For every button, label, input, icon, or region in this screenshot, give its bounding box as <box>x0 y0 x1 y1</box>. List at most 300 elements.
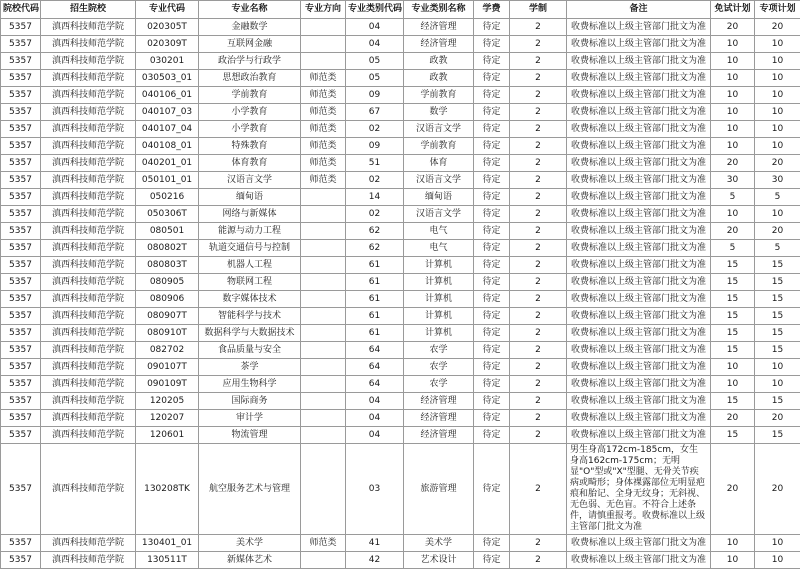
cell-major-name: 轨道交通信号与控制 <box>199 240 301 257</box>
cell-category-name: 计算机 <box>404 257 474 274</box>
cell-major-name: 能源与动力工程 <box>199 223 301 240</box>
cell-exempt-plan: 15 <box>711 308 755 325</box>
cell-major-name: 网络与新媒体 <box>199 206 301 223</box>
cell-school-name: 滇西科技师范学院 <box>41 410 136 427</box>
cell-category-code: 09 <box>346 87 404 104</box>
cell-exempt-plan: 15 <box>711 342 755 359</box>
cell-school-name: 滇西科技师范学院 <box>41 535 136 552</box>
cell-remarks: 收费标准以上级主管部门批文为准 <box>567 189 711 206</box>
cell-exempt-plan: 10 <box>711 87 755 104</box>
cell-major-name: 物联网工程 <box>199 274 301 291</box>
cell-special-plan: 20 <box>755 444 800 535</box>
header-duration: 学制 <box>510 1 567 19</box>
cell-duration: 2 <box>510 342 567 359</box>
cell-tuition: 待定 <box>474 376 510 393</box>
cell-special-plan: 30 <box>755 172 800 189</box>
cell-school-code: 5357 <box>1 359 41 376</box>
cell-school-name: 滇西科技师范学院 <box>41 19 136 36</box>
cell-tuition: 待定 <box>474 121 510 138</box>
cell-major-code: 120207 <box>136 410 199 427</box>
cell-category-name: 汉语言文学 <box>404 206 474 223</box>
cell-major-code: 130511T <box>136 552 199 569</box>
cell-tuition: 待定 <box>474 444 510 535</box>
cell-category-code: 42 <box>346 552 404 569</box>
cell-category-name: 数学 <box>404 104 474 121</box>
cell-tuition: 待定 <box>474 257 510 274</box>
cell-major-direction <box>301 325 346 342</box>
cell-special-plan: 20 <box>755 19 800 36</box>
cell-school-code: 5357 <box>1 393 41 410</box>
cell-major-name: 应用生物科学 <box>199 376 301 393</box>
cell-major-name: 思想政治教育 <box>199 70 301 87</box>
cell-major-name: 数字媒体技术 <box>199 291 301 308</box>
cell-category-name: 汉语言文学 <box>404 121 474 138</box>
cell-school-name: 滇西科技师范学院 <box>41 552 136 569</box>
table-row <box>1 393 800 410</box>
cell-category-name: 政教 <box>404 70 474 87</box>
table-row <box>1 138 800 155</box>
cell-category-name: 经济管理 <box>404 36 474 53</box>
cell-major-code: 080907T <box>136 308 199 325</box>
cell-tuition: 待定 <box>474 172 510 189</box>
cell-special-plan: 20 <box>755 223 800 240</box>
cell-school-code: 5357 <box>1 552 41 569</box>
cell-category-name: 农学 <box>404 376 474 393</box>
cell-school-name: 滇西科技师范学院 <box>41 53 136 70</box>
cell-major-direction <box>301 291 346 308</box>
cell-school-name: 滇西科技师范学院 <box>41 274 136 291</box>
cell-tuition: 待定 <box>474 223 510 240</box>
cell-major-code: 120601 <box>136 427 199 444</box>
cell-school-name: 滇西科技师范学院 <box>41 189 136 206</box>
cell-remarks: 收费标准以上级主管部门批文为准 <box>567 342 711 359</box>
cell-school-name: 滇西科技师范学院 <box>41 291 136 308</box>
cell-duration: 2 <box>510 535 567 552</box>
cell-school-name: 滇西科技师范学院 <box>41 121 136 138</box>
table-row <box>1 257 800 274</box>
cell-major-name: 物流管理 <box>199 427 301 444</box>
cell-duration: 2 <box>510 410 567 427</box>
cell-special-plan: 5 <box>755 189 800 206</box>
cell-remarks: 收费标准以上级主管部门批文为准 <box>567 410 711 427</box>
cell-major-direction: 师范类 <box>301 121 346 138</box>
cell-school-code: 5357 <box>1 342 41 359</box>
cell-tuition: 待定 <box>474 535 510 552</box>
cell-remarks: 收费标准以上级主管部门批文为准 <box>567 376 711 393</box>
cell-duration: 2 <box>510 206 567 223</box>
cell-category-code: 64 <box>346 376 404 393</box>
cell-tuition: 待定 <box>474 274 510 291</box>
cell-category-code: 04 <box>346 19 404 36</box>
cell-duration: 2 <box>510 155 567 172</box>
table-row <box>1 19 800 36</box>
cell-school-code: 5357 <box>1 206 41 223</box>
cell-school-name: 滇西科技师范学院 <box>41 138 136 155</box>
cell-major-direction <box>301 189 346 206</box>
cell-exempt-plan: 15 <box>711 257 755 274</box>
cell-major-direction: 师范类 <box>301 87 346 104</box>
cell-special-plan: 10 <box>755 138 800 155</box>
cell-special-plan: 10 <box>755 535 800 552</box>
cell-major-code: 082702 <box>136 342 199 359</box>
cell-school-name: 滇西科技师范学院 <box>41 104 136 121</box>
header-major-direction: 专业方向 <box>301 1 346 19</box>
cell-duration: 2 <box>510 393 567 410</box>
cell-major-name: 学前教育 <box>199 87 301 104</box>
cell-remarks: 收费标准以上级主管部门批文为准 <box>567 535 711 552</box>
cell-tuition: 待定 <box>474 70 510 87</box>
cell-category-code: 61 <box>346 325 404 342</box>
cell-category-code: 04 <box>346 410 404 427</box>
cell-exempt-plan: 20 <box>711 155 755 172</box>
cell-major-name: 美术学 <box>199 535 301 552</box>
cell-special-plan: 15 <box>755 291 800 308</box>
cell-duration: 2 <box>510 189 567 206</box>
cell-duration: 2 <box>510 121 567 138</box>
table-row <box>1 535 800 552</box>
cell-exempt-plan: 10 <box>711 121 755 138</box>
header-exempt-plan: 免试计划 <box>711 1 755 19</box>
cell-category-name: 农学 <box>404 342 474 359</box>
cell-duration: 2 <box>510 36 567 53</box>
cell-major-name: 小学教育 <box>199 104 301 121</box>
cell-duration: 2 <box>510 19 567 36</box>
cell-major-code: 080906 <box>136 291 199 308</box>
table-row <box>1 172 800 189</box>
cell-special-plan: 10 <box>755 87 800 104</box>
cell-category-code: 03 <box>346 444 404 535</box>
cell-major-direction <box>301 359 346 376</box>
cell-major-code: 080803T <box>136 257 199 274</box>
cell-category-name: 学前教育 <box>404 138 474 155</box>
cell-major-direction: 师范类 <box>301 535 346 552</box>
header-category-code: 专业类别代码 <box>346 1 404 19</box>
cell-school-code: 5357 <box>1 240 41 257</box>
cell-category-code: 64 <box>346 359 404 376</box>
cell-remarks: 收费标准以上级主管部门批文为准 <box>567 155 711 172</box>
cell-duration: 2 <box>510 376 567 393</box>
cell-major-code: 040108_01 <box>136 138 199 155</box>
table-row <box>1 223 800 240</box>
cell-school-name: 滇西科技师范学院 <box>41 308 136 325</box>
cell-major-direction <box>301 410 346 427</box>
cell-remarks: 男生身高172cm-185cm，女生身高162cm-175cm；无明显"O"型或"X"型腿、无骨关节疾病或畸形；身体裸露部位无明显疤痕和胎记、全身无纹身；无斜视、无色弱、无色盲。不符合上述条件，请慎重报考。收费标准以上级主管部门批文为准 <box>567 444 711 535</box>
cell-tuition: 待定 <box>474 427 510 444</box>
cell-category-code: 62 <box>346 223 404 240</box>
cell-special-plan: 15 <box>755 308 800 325</box>
cell-school-name: 滇西科技师范学院 <box>41 70 136 87</box>
cell-major-code: 080802T <box>136 240 199 257</box>
cell-exempt-plan: 15 <box>711 274 755 291</box>
cell-duration: 2 <box>510 308 567 325</box>
cell-duration: 2 <box>510 87 567 104</box>
cell-major-name: 政治学与行政学 <box>199 53 301 70</box>
cell-exempt-plan: 20 <box>711 410 755 427</box>
table-body <box>1 19 800 569</box>
cell-school-code: 5357 <box>1 376 41 393</box>
cell-special-plan: 10 <box>755 104 800 121</box>
table-row <box>1 427 800 444</box>
cell-category-code: 61 <box>346 274 404 291</box>
cell-special-plan: 5 <box>755 240 800 257</box>
cell-remarks: 收费标准以上级主管部门批文为准 <box>567 36 711 53</box>
cell-exempt-plan: 5 <box>711 189 755 206</box>
cell-category-name: 计算机 <box>404 291 474 308</box>
cell-remarks: 收费标准以上级主管部门批文为准 <box>567 393 711 410</box>
cell-remarks: 收费标准以上级主管部门批文为准 <box>567 53 711 70</box>
cell-category-code: 04 <box>346 427 404 444</box>
cell-exempt-plan: 10 <box>711 535 755 552</box>
cell-category-name: 经济管理 <box>404 410 474 427</box>
cell-major-code: 040106_01 <box>136 87 199 104</box>
cell-remarks: 收费标准以上级主管部门批文为准 <box>567 172 711 189</box>
cell-tuition: 待定 <box>474 104 510 121</box>
cell-duration: 2 <box>510 70 567 87</box>
cell-school-code: 5357 <box>1 291 41 308</box>
table-row <box>1 444 800 535</box>
cell-tuition: 待定 <box>474 19 510 36</box>
cell-school-code: 5357 <box>1 325 41 342</box>
cell-major-name: 金融数学 <box>199 19 301 36</box>
cell-major-code: 050306T <box>136 206 199 223</box>
cell-tuition: 待定 <box>474 138 510 155</box>
cell-remarks: 收费标准以上级主管部门批文为准 <box>567 552 711 569</box>
cell-duration: 2 <box>510 444 567 535</box>
cell-special-plan: 15 <box>755 393 800 410</box>
cell-major-code: 050101_01 <box>136 172 199 189</box>
cell-major-direction <box>301 36 346 53</box>
cell-category-code: 02 <box>346 206 404 223</box>
cell-exempt-plan: 15 <box>711 291 755 308</box>
cell-major-direction <box>301 274 346 291</box>
cell-major-code: 030201 <box>136 53 199 70</box>
cell-category-code: 61 <box>346 291 404 308</box>
cell-tuition: 待定 <box>474 308 510 325</box>
cell-major-name: 缅甸语 <box>199 189 301 206</box>
table-row <box>1 552 800 569</box>
cell-remarks: 收费标准以上级主管部门批文为准 <box>567 223 711 240</box>
cell-category-code: 09 <box>346 138 404 155</box>
cell-major-code: 120205 <box>136 393 199 410</box>
cell-special-plan: 15 <box>755 274 800 291</box>
cell-category-code: 02 <box>346 121 404 138</box>
cell-school-name: 滇西科技师范学院 <box>41 393 136 410</box>
cell-school-code: 5357 <box>1 53 41 70</box>
cell-major-code: 130208TK <box>136 444 199 535</box>
cell-school-code: 5357 <box>1 274 41 291</box>
cell-special-plan: 20 <box>755 155 800 172</box>
cell-school-name: 滇西科技师范学院 <box>41 257 136 274</box>
cell-major-direction <box>301 342 346 359</box>
cell-special-plan: 15 <box>755 257 800 274</box>
table-row <box>1 274 800 291</box>
cell-exempt-plan: 15 <box>711 393 755 410</box>
cell-school-code: 5357 <box>1 36 41 53</box>
cell-duration: 2 <box>510 172 567 189</box>
cell-major-name: 国际商务 <box>199 393 301 410</box>
cell-tuition: 待定 <box>474 359 510 376</box>
cell-remarks: 收费标准以上级主管部门批文为准 <box>567 138 711 155</box>
cell-exempt-plan: 30 <box>711 172 755 189</box>
cell-school-code: 5357 <box>1 138 41 155</box>
cell-major-direction: 师范类 <box>301 70 346 87</box>
cell-category-name: 经济管理 <box>404 393 474 410</box>
header-remarks: 备注 <box>567 1 711 19</box>
cell-major-direction <box>301 53 346 70</box>
header-major-code: 专业代码 <box>136 1 199 19</box>
header-special-plan: 专项计划 <box>755 1 800 19</box>
cell-category-code: 61 <box>346 308 404 325</box>
table-row <box>1 53 800 70</box>
cell-special-plan: 15 <box>755 342 800 359</box>
cell-duration: 2 <box>510 359 567 376</box>
cell-remarks: 收费标准以上级主管部门批文为准 <box>567 104 711 121</box>
cell-major-direction: 师范类 <box>301 138 346 155</box>
cell-tuition: 待定 <box>474 240 510 257</box>
cell-special-plan: 10 <box>755 121 800 138</box>
cell-major-name: 互联网金融 <box>199 36 301 53</box>
cell-remarks: 收费标准以上级主管部门批文为准 <box>567 121 711 138</box>
cell-major-code: 030503_01 <box>136 70 199 87</box>
cell-major-direction <box>301 552 346 569</box>
cell-school-name: 滇西科技师范学院 <box>41 223 136 240</box>
cell-school-name: 滇西科技师范学院 <box>41 325 136 342</box>
header-category-name: 专业类别名称 <box>404 1 474 19</box>
cell-school-code: 5357 <box>1 410 41 427</box>
cell-major-code: 080910T <box>136 325 199 342</box>
cell-major-direction <box>301 206 346 223</box>
cell-exempt-plan: 10 <box>711 552 755 569</box>
cell-category-code: 14 <box>346 189 404 206</box>
cell-school-code: 5357 <box>1 155 41 172</box>
cell-category-name: 计算机 <box>404 325 474 342</box>
cell-category-name: 美术学 <box>404 535 474 552</box>
cell-major-code: 020305T <box>136 19 199 36</box>
cell-category-name: 经济管理 <box>404 19 474 36</box>
cell-special-plan: 15 <box>755 325 800 342</box>
cell-school-code: 5357 <box>1 121 41 138</box>
cell-school-code: 5357 <box>1 308 41 325</box>
cell-remarks: 收费标准以上级主管部门批文为准 <box>567 274 711 291</box>
cell-exempt-plan: 20 <box>711 223 755 240</box>
cell-remarks: 收费标准以上级主管部门批文为准 <box>567 308 711 325</box>
cell-exempt-plan: 5 <box>711 240 755 257</box>
cell-category-code: 05 <box>346 53 404 70</box>
cell-major-name: 新媒体艺术 <box>199 552 301 569</box>
table-row <box>1 410 800 427</box>
cell-special-plan: 10 <box>755 206 800 223</box>
cell-exempt-plan: 20 <box>711 19 755 36</box>
cell-duration: 2 <box>510 240 567 257</box>
cell-major-name: 机器人工程 <box>199 257 301 274</box>
cell-tuition: 待定 <box>474 36 510 53</box>
cell-special-plan: 10 <box>755 376 800 393</box>
cell-school-code: 5357 <box>1 19 41 36</box>
cell-remarks: 收费标准以上级主管部门批文为准 <box>567 70 711 87</box>
cell-major-name: 审计学 <box>199 410 301 427</box>
cell-category-name: 体育 <box>404 155 474 172</box>
cell-major-direction <box>301 393 346 410</box>
cell-tuition: 待定 <box>474 53 510 70</box>
table-row <box>1 70 800 87</box>
cell-school-name: 滇西科技师范学院 <box>41 376 136 393</box>
cell-tuition: 待定 <box>474 342 510 359</box>
cell-major-direction <box>301 427 346 444</box>
cell-major-name: 数据科学与大数据技术 <box>199 325 301 342</box>
cell-major-direction: 师范类 <box>301 155 346 172</box>
cell-category-code: 05 <box>346 70 404 87</box>
cell-category-name: 电气 <box>404 240 474 257</box>
table-row <box>1 240 800 257</box>
table-row <box>1 291 800 308</box>
table-row <box>1 206 800 223</box>
table-row <box>1 121 800 138</box>
cell-school-code: 5357 <box>1 257 41 274</box>
cell-major-code: 040201_01 <box>136 155 199 172</box>
cell-school-name: 滇西科技师范学院 <box>41 240 136 257</box>
cell-major-direction <box>301 308 346 325</box>
cell-exempt-plan: 10 <box>711 359 755 376</box>
cell-category-code: 61 <box>346 257 404 274</box>
table-row <box>1 87 800 104</box>
cell-duration: 2 <box>510 552 567 569</box>
header-school-name: 招生院校 <box>41 1 136 19</box>
cell-exempt-plan: 15 <box>711 427 755 444</box>
cell-category-code: 67 <box>346 104 404 121</box>
cell-tuition: 待定 <box>474 87 510 104</box>
cell-tuition: 待定 <box>474 325 510 342</box>
cell-major-name: 特殊教育 <box>199 138 301 155</box>
cell-school-code: 5357 <box>1 189 41 206</box>
cell-major-name: 智能科学与技术 <box>199 308 301 325</box>
cell-major-direction: 师范类 <box>301 104 346 121</box>
cell-tuition: 待定 <box>474 206 510 223</box>
cell-special-plan: 10 <box>755 552 800 569</box>
cell-school-name: 滇西科技师范学院 <box>41 342 136 359</box>
cell-category-name: 汉语言文学 <box>404 172 474 189</box>
cell-tuition: 待定 <box>474 393 510 410</box>
cell-exempt-plan: 10 <box>711 36 755 53</box>
cell-tuition: 待定 <box>474 410 510 427</box>
cell-category-name: 计算机 <box>404 274 474 291</box>
cell-remarks: 收费标准以上级主管部门批文为准 <box>567 291 711 308</box>
cell-exempt-plan: 10 <box>711 376 755 393</box>
cell-remarks: 收费标准以上级主管部门批文为准 <box>567 427 711 444</box>
table-row <box>1 308 800 325</box>
cell-special-plan: 10 <box>755 36 800 53</box>
table-row <box>1 104 800 121</box>
table-row <box>1 36 800 53</box>
cell-exempt-plan: 15 <box>711 325 755 342</box>
cell-major-name: 汉语言文学 <box>199 172 301 189</box>
cell-remarks: 收费标准以上级主管部门批文为准 <box>567 206 711 223</box>
cell-category-name: 学前教育 <box>404 87 474 104</box>
cell-exempt-plan: 10 <box>711 70 755 87</box>
cell-school-code: 5357 <box>1 427 41 444</box>
cell-major-direction <box>301 240 346 257</box>
cell-school-name: 滇西科技师范学院 <box>41 359 136 376</box>
cell-major-direction: 师范类 <box>301 172 346 189</box>
cell-school-code: 5357 <box>1 70 41 87</box>
cell-major-direction <box>301 376 346 393</box>
cell-major-direction <box>301 444 346 535</box>
cell-special-plan: 10 <box>755 70 800 87</box>
cell-remarks: 收费标准以上级主管部门批文为准 <box>567 19 711 36</box>
cell-tuition: 待定 <box>474 189 510 206</box>
cell-school-code: 5357 <box>1 535 41 552</box>
cell-special-plan: 10 <box>755 53 800 70</box>
cell-duration: 2 <box>510 138 567 155</box>
